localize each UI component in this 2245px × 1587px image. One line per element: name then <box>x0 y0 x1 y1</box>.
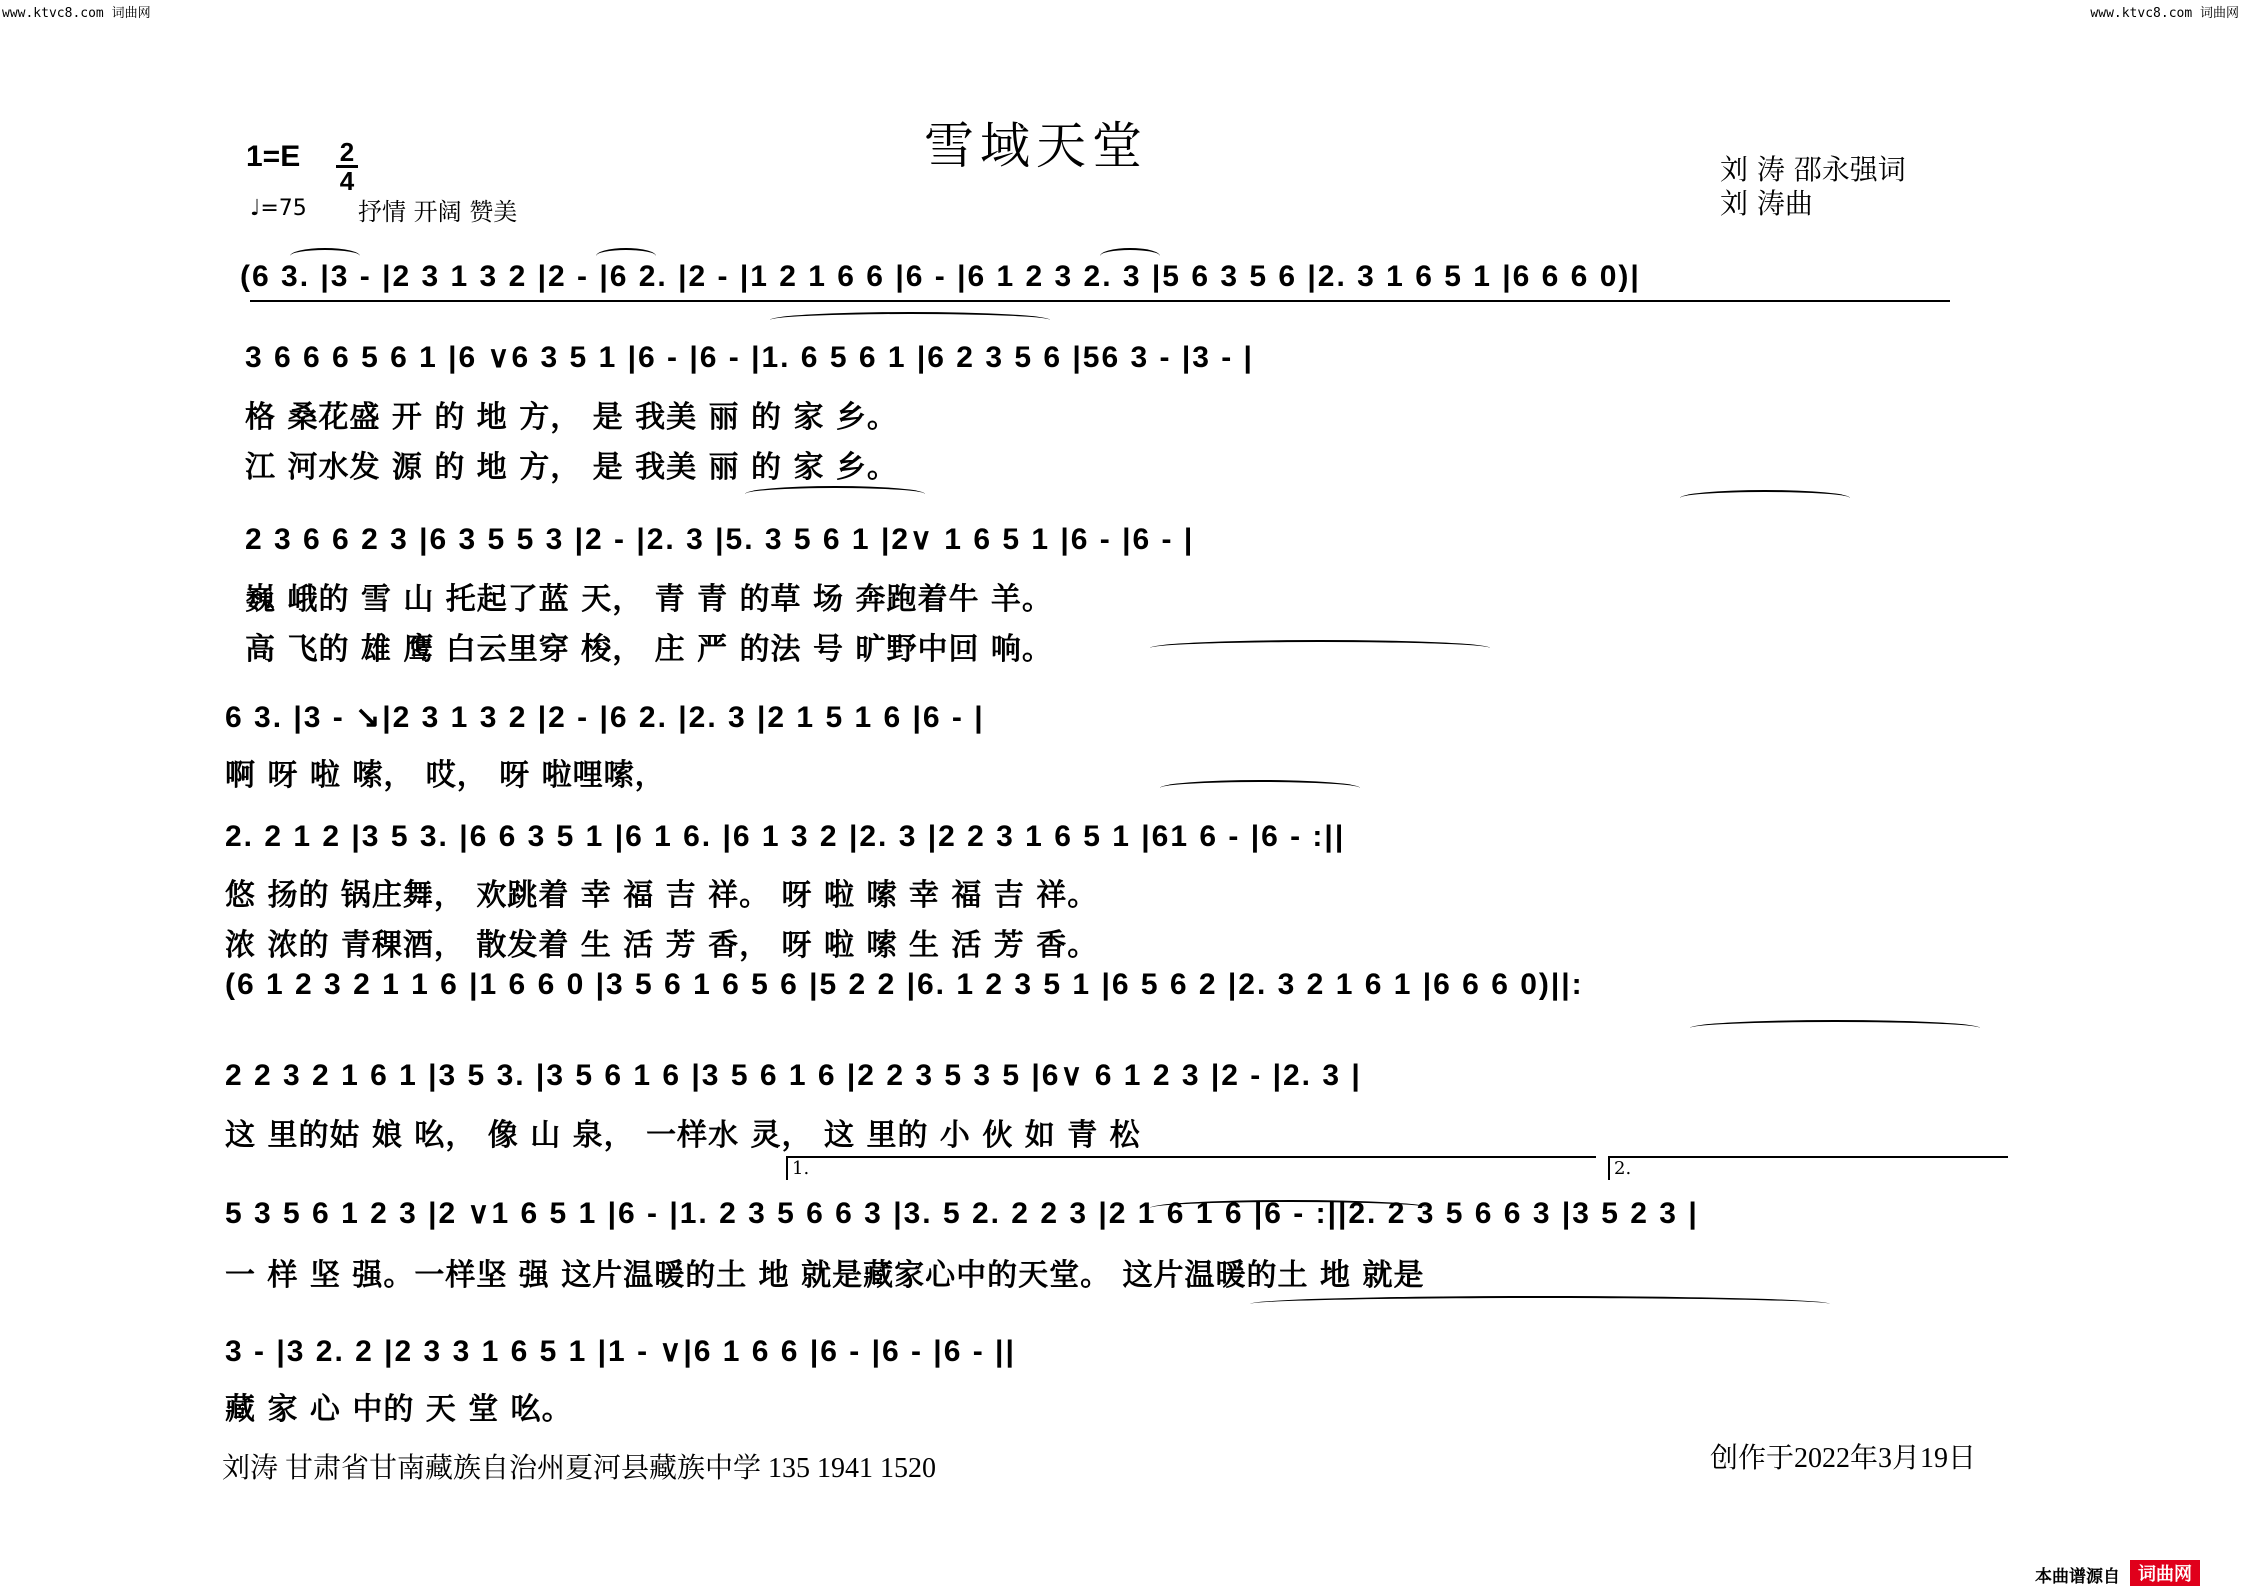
song-title: 雪域天堂 <box>924 117 1148 175</box>
composition-date: 创作于2022年3月19日 <box>1710 1443 1977 1474</box>
volta-bracket-2-edge <box>1608 1156 1610 1180</box>
slur <box>745 486 925 502</box>
key-signature: 1=E <box>246 140 301 173</box>
volta-label-1: 1. <box>792 1158 810 1179</box>
lyric-system-5-verse-1: 悠 扬的 锅庄舞， 欢跳着 幸 福 吉 祥。 呀 啦 嗦 幸 福 吉 祥。 <box>225 878 1099 913</box>
time-signature <box>336 137 358 196</box>
lyric-system-5-verse-2: 浓 浓的 青稞酒， 散发着 生 活 芳 香， 呀 啦 嗦 生 活 芳 香。 <box>225 928 1099 963</box>
lyric-system-9: 藏 家 心 中的 天 堂 吆。 <box>225 1392 573 1427</box>
lyric-system-4: 啊 呀 啦 嗦， 哎， 呀 啦哩嗦， <box>225 758 666 793</box>
volta-bracket-2 <box>1608 1156 2008 1158</box>
score-system-2-notes: 3 6 6 6 5 6 1 |6 ∨6 3 5 1 |6 - |6 - |1. 6 5 6 1 |6 2 3 5 6 |56 3 - |3 - | <box>245 341 1254 374</box>
author-contact-info: 刘涛 甘肃省甘南藏族自治州夏河县藏族中学 135 1941 1520 <box>222 1453 937 1484</box>
lyric-system-7: 这 里的姑 娘 吆， 像 山 泉， 一样水 灵， 这 里的 小 伙 如 青 松 <box>225 1118 1141 1153</box>
score-system-6-notes: (6 1 2 3 2 1 1 6 |1 6 6 0 |3 5 6 1 6 5 6 |5 2 2 |6. 1 2 3 5 1 |6 5 6 2 |2. 3 2 1 6 1 |6 6 6 0)||: <box>225 968 1584 1001</box>
score-system-3-notes: 2 3 6 6 2 3 |6 3 5 5 3 |2 - |2. 3 |5. 3 5 6 1 |2∨ 1 6 5 1 |6 - |6 - | <box>245 523 1195 556</box>
score-system-7-notes: 2 2 3 2 1 6 1 |3 5 3. |3 5 6 1 6 |3 5 6 1 6 |2 2 3 5 3 5 |6∨ 6 1 2 3 |2 - |2. 3 | <box>225 1059 1362 1092</box>
score-system-5-notes: 2. 2 1 2 |3 5 3. |6 6 3 5 1 |6 1 6. |6 1 3 2 |2. 3 |2 2 3 1 6 5 1 |61 6 - |6 - :|| <box>225 820 1346 853</box>
score-system-8-notes: 5 3 5 6 1 2 3 |2 ∨1 6 5 1 |6 - |1. 2 3 5 6 6 3 |3. 5 2. 2 2 3 |2 1 6 1 6 |6 - :||2. 2 3 5 6 6 3 |3 5 2 3 | <box>225 1197 1699 1230</box>
score-system-9-notes: 3 - |3 2. 2 |2 3 3 1 6 5 1 |1 - ∨|6 1 6 6 |6 - |6 - |6 - || <box>225 1335 1016 1368</box>
slur <box>1160 780 1360 796</box>
source-stamp-label: 本曲谱源自 <box>2035 1567 2120 1587</box>
lyricist-credit: 刘 涛 邵永强词 <box>1720 153 1906 186</box>
meter-bottom: 4 <box>339 166 355 196</box>
volta-label-2: 2. <box>1614 1158 1632 1179</box>
slur <box>1150 1200 1430 1216</box>
source-stamp-brand[interactable]: 词曲网 <box>2130 1560 2200 1586</box>
slur <box>770 312 1050 328</box>
volta-bracket-1 <box>786 1156 1596 1158</box>
lyric-system-2-verse-2: 江 河水发 源 的 地 方， 是 我美 丽 的 家 乡。 <box>245 450 898 485</box>
slur <box>290 248 360 264</box>
slur <box>596 248 656 264</box>
lyric-system-2-verse-1: 格 桑花盛 开 的 地 方， 是 我美 丽 的 家 乡。 <box>245 400 898 435</box>
meter-top: 2 <box>339 137 355 167</box>
lyric-system-8: 一 样 坚 强。一样坚 强 这片温暖的土 地 就是藏家心中的天堂。 这片温暖的土 地 就是 <box>225 1258 1425 1293</box>
lyric-system-3-verse-1: 巍 峨的 雪 山 托起了蓝 天， 青 青 的草 场 奔跑着牛 羊。 <box>245 582 1053 617</box>
score-system-4-notes: 6 3. |3 - ↘|2 3 1 3 2 |2 - |6 2. |2. 3 |2 1 5 1 6 |6 - | <box>225 701 985 734</box>
beam-line <box>250 300 1950 302</box>
slur <box>1690 1020 1980 1036</box>
expression-marking: 抒情 开阔 赞美 <box>358 198 518 226</box>
slur <box>1680 490 1850 506</box>
slur <box>1250 1296 1830 1312</box>
tempo-marking: ♩=75 <box>250 196 307 221</box>
composer-credit: 刘 涛曲 <box>1720 187 1813 220</box>
slur <box>1150 640 1490 656</box>
volta-bracket-1-edge <box>786 1156 788 1180</box>
site-url-right[interactable]: www.ktvc8.com 词曲网 <box>2090 6 2239 21</box>
slur <box>1100 248 1160 264</box>
score-system-1-notes: (6 3. |3 - |2 3 1 3 2 |2 - |6 2. |2 - |1 2 1 6 6 |6 - |6 1 2 3 2. 3 |5 6 3 5 6 |2. 3 1 6 5 1 |6 6 6 0)| <box>240 260 1641 293</box>
lyric-system-3-verse-2: 高 飞的 雄 鹰 白云里穿 梭， 庄 严 的法 号 旷野中回 响。 <box>245 632 1053 667</box>
site-url-left[interactable]: www.ktvc8.com 词曲网 <box>2 6 151 21</box>
